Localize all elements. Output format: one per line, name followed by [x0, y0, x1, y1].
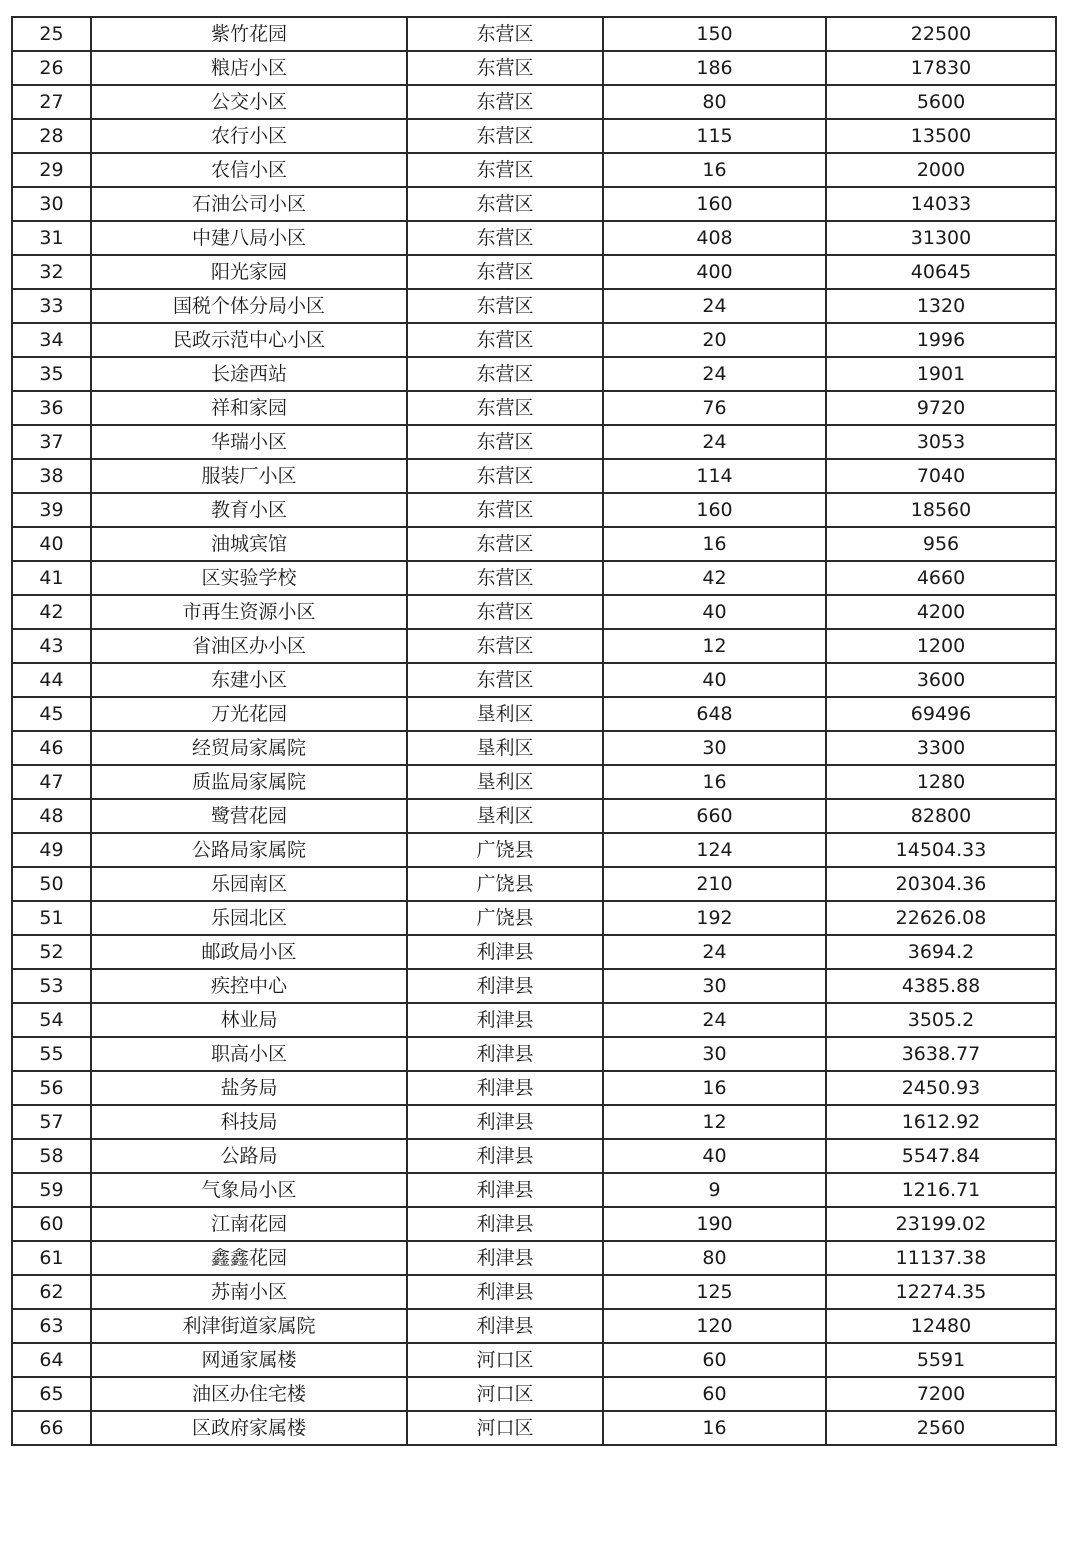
row-number-cell: 60: [12, 1207, 91, 1241]
households-cell: 60: [603, 1343, 826, 1377]
row-number-cell: 26: [12, 51, 91, 85]
households-cell: 40: [603, 663, 826, 697]
district-cell: 东营区: [407, 85, 603, 119]
table-row: [12, 187, 1056, 221]
table-row: [12, 459, 1056, 493]
table-row: [12, 1207, 1056, 1241]
row-number-cell: 38: [12, 459, 91, 493]
row-number-cell: 29: [12, 153, 91, 187]
households-cell: 24: [603, 289, 826, 323]
community-name-cell: 阳光家园: [91, 255, 407, 289]
district-cell: 垦利区: [407, 799, 603, 833]
district-cell: 东营区: [407, 255, 603, 289]
area-cell: 14033: [826, 187, 1056, 221]
row-number-cell: 31: [12, 221, 91, 255]
table-row: [12, 85, 1056, 119]
area-cell: 1612.92: [826, 1105, 1056, 1139]
households-cell: 76: [603, 391, 826, 425]
community-name-cell: 石油公司小区: [91, 187, 407, 221]
community-name-cell: 市再生资源小区: [91, 595, 407, 629]
households-cell: 24: [603, 935, 826, 969]
table-row: [12, 1309, 1056, 1343]
row-number-cell: 48: [12, 799, 91, 833]
households-cell: 40: [603, 1139, 826, 1173]
area-cell: 7200: [826, 1377, 1056, 1411]
table-row: [12, 799, 1056, 833]
households-cell: 40: [603, 595, 826, 629]
district-cell: 利津县: [407, 1241, 603, 1275]
table-row: [12, 391, 1056, 425]
row-number-cell: 50: [12, 867, 91, 901]
community-name-cell: 林业局: [91, 1003, 407, 1037]
row-number-cell: 62: [12, 1275, 91, 1309]
households-cell: 408: [603, 221, 826, 255]
households-cell: 192: [603, 901, 826, 935]
area-cell: 5600: [826, 85, 1056, 119]
area-cell: 17830: [826, 51, 1056, 85]
area-cell: 23199.02: [826, 1207, 1056, 1241]
community-name-cell: 盐务局: [91, 1071, 407, 1105]
district-cell: 东营区: [407, 153, 603, 187]
area-cell: 1901: [826, 357, 1056, 391]
community-name-cell: 公交小区: [91, 85, 407, 119]
community-name-cell: 农行小区: [91, 119, 407, 153]
district-cell: 利津县: [407, 1105, 603, 1139]
households-cell: 160: [603, 187, 826, 221]
table-row: [12, 731, 1056, 765]
community-name-cell: 长途西站: [91, 357, 407, 391]
row-number-cell: 39: [12, 493, 91, 527]
district-cell: 东营区: [407, 493, 603, 527]
district-cell: 垦利区: [407, 697, 603, 731]
households-cell: 16: [603, 1071, 826, 1105]
table-row: [12, 697, 1056, 731]
area-cell: 3600: [826, 663, 1056, 697]
community-name-cell: 鹭营花园: [91, 799, 407, 833]
households-cell: 24: [603, 1003, 826, 1037]
community-name-cell: 经贸局家属院: [91, 731, 407, 765]
district-cell: 东营区: [407, 357, 603, 391]
table-row: [12, 17, 1056, 51]
area-cell: 2450.93: [826, 1071, 1056, 1105]
table-row: [12, 1037, 1056, 1071]
community-name-cell: 江南花园: [91, 1207, 407, 1241]
households-cell: 660: [603, 799, 826, 833]
table-body: [12, 17, 1056, 1445]
households-cell: 30: [603, 1037, 826, 1071]
row-number-cell: 54: [12, 1003, 91, 1037]
district-cell: 利津县: [407, 1071, 603, 1105]
community-name-cell: 粮店小区: [91, 51, 407, 85]
district-cell: 东营区: [407, 595, 603, 629]
area-cell: 3638.77: [826, 1037, 1056, 1071]
district-cell: 广饶县: [407, 867, 603, 901]
row-number-cell: 46: [12, 731, 91, 765]
area-cell: 7040: [826, 459, 1056, 493]
row-number-cell: 42: [12, 595, 91, 629]
community-name-cell: 祥和家园: [91, 391, 407, 425]
area-cell: 9720: [826, 391, 1056, 425]
row-number-cell: 61: [12, 1241, 91, 1275]
district-cell: 东营区: [407, 187, 603, 221]
households-cell: 648: [603, 697, 826, 731]
community-name-cell: 万光花园: [91, 697, 407, 731]
row-number-cell: 64: [12, 1343, 91, 1377]
district-cell: 东营区: [407, 629, 603, 663]
area-cell: 22500: [826, 17, 1056, 51]
community-name-cell: 职高小区: [91, 1037, 407, 1071]
community-name-cell: 区政府家属楼: [91, 1411, 407, 1445]
district-cell: 利津县: [407, 1173, 603, 1207]
households-cell: 150: [603, 17, 826, 51]
community-name-cell: 华瑞小区: [91, 425, 407, 459]
community-name-cell: 邮政局小区: [91, 935, 407, 969]
households-cell: 16: [603, 1411, 826, 1445]
households-cell: 125: [603, 1275, 826, 1309]
district-cell: 东营区: [407, 561, 603, 595]
row-number-cell: 51: [12, 901, 91, 935]
row-number-cell: 56: [12, 1071, 91, 1105]
district-cell: 利津县: [407, 1207, 603, 1241]
table-row: [12, 221, 1056, 255]
table-row: [12, 1241, 1056, 1275]
community-name-cell: 乐园北区: [91, 901, 407, 935]
community-name-cell: 农信小区: [91, 153, 407, 187]
households-cell: 160: [603, 493, 826, 527]
district-cell: 广饶县: [407, 901, 603, 935]
area-cell: 4385.88: [826, 969, 1056, 1003]
area-cell: 3300: [826, 731, 1056, 765]
table-row: [12, 1139, 1056, 1173]
table-row: [12, 935, 1056, 969]
table-row: [12, 1275, 1056, 1309]
area-cell: 1216.71: [826, 1173, 1056, 1207]
area-cell: 1996: [826, 323, 1056, 357]
row-number-cell: 58: [12, 1139, 91, 1173]
district-cell: 东营区: [407, 119, 603, 153]
area-cell: 11137.38: [826, 1241, 1056, 1275]
table-row: [12, 119, 1056, 153]
households-cell: 120: [603, 1309, 826, 1343]
area-cell: 12274.35: [826, 1275, 1056, 1309]
district-cell: 广饶县: [407, 833, 603, 867]
row-number-cell: 34: [12, 323, 91, 357]
row-number-cell: 37: [12, 425, 91, 459]
table-row: [12, 289, 1056, 323]
row-number-cell: 57: [12, 1105, 91, 1139]
community-name-cell: 教育小区: [91, 493, 407, 527]
households-cell: 20: [603, 323, 826, 357]
table-row: [12, 901, 1056, 935]
district-cell: 东营区: [407, 221, 603, 255]
community-name-cell: 气象局小区: [91, 1173, 407, 1207]
area-cell: 2560: [826, 1411, 1056, 1445]
table-row: [12, 1343, 1056, 1377]
row-number-cell: 25: [12, 17, 91, 51]
row-number-cell: 43: [12, 629, 91, 663]
row-number-cell: 44: [12, 663, 91, 697]
table-row: [12, 153, 1056, 187]
table-row: [12, 425, 1056, 459]
district-cell: 河口区: [407, 1411, 603, 1445]
row-number-cell: 41: [12, 561, 91, 595]
row-number-cell: 49: [12, 833, 91, 867]
households-cell: 42: [603, 561, 826, 595]
area-cell: 4200: [826, 595, 1056, 629]
area-cell: 1320: [826, 289, 1056, 323]
area-cell: 31300: [826, 221, 1056, 255]
area-cell: 12480: [826, 1309, 1056, 1343]
district-cell: 利津县: [407, 1139, 603, 1173]
households-cell: 186: [603, 51, 826, 85]
table-row: [12, 561, 1056, 595]
table-row: [12, 867, 1056, 901]
row-number-cell: 35: [12, 357, 91, 391]
row-number-cell: 36: [12, 391, 91, 425]
area-cell: 3505.2: [826, 1003, 1056, 1037]
households-cell: 114: [603, 459, 826, 493]
area-cell: 3053: [826, 425, 1056, 459]
row-number-cell: 55: [12, 1037, 91, 1071]
district-cell: 垦利区: [407, 765, 603, 799]
area-cell: 5591: [826, 1343, 1056, 1377]
row-number-cell: 65: [12, 1377, 91, 1411]
community-name-cell: 公路局: [91, 1139, 407, 1173]
area-cell: 13500: [826, 119, 1056, 153]
households-cell: 9: [603, 1173, 826, 1207]
district-cell: 利津县: [407, 969, 603, 1003]
table-row: [12, 527, 1056, 561]
area-cell: 1280: [826, 765, 1056, 799]
community-name-cell: 乐园南区: [91, 867, 407, 901]
table-row: [12, 493, 1056, 527]
households-cell: 24: [603, 357, 826, 391]
table-row: [12, 765, 1056, 799]
district-cell: 利津县: [407, 1275, 603, 1309]
community-name-cell: 苏南小区: [91, 1275, 407, 1309]
row-number-cell: 28: [12, 119, 91, 153]
households-cell: 12: [603, 629, 826, 663]
community-name-cell: 国税个体分局小区: [91, 289, 407, 323]
district-cell: 东营区: [407, 323, 603, 357]
table-row: [12, 1411, 1056, 1445]
households-cell: 30: [603, 969, 826, 1003]
row-number-cell: 27: [12, 85, 91, 119]
community-name-cell: 紫竹花园: [91, 17, 407, 51]
district-cell: 河口区: [407, 1377, 603, 1411]
households-cell: 16: [603, 765, 826, 799]
area-cell: 69496: [826, 697, 1056, 731]
area-cell: 4660: [826, 561, 1056, 595]
community-name-cell: 鑫鑫花园: [91, 1241, 407, 1275]
households-cell: 16: [603, 527, 826, 561]
community-name-cell: 中建八局小区: [91, 221, 407, 255]
district-cell: 河口区: [407, 1343, 603, 1377]
community-name-cell: 东建小区: [91, 663, 407, 697]
table-row: [12, 51, 1056, 85]
community-name-cell: 利津街道家属院: [91, 1309, 407, 1343]
district-cell: 东营区: [407, 459, 603, 493]
community-name-cell: 油区办住宅楼: [91, 1377, 407, 1411]
table-row: [12, 255, 1056, 289]
row-number-cell: 52: [12, 935, 91, 969]
households-cell: 16: [603, 153, 826, 187]
district-cell: 东营区: [407, 289, 603, 323]
households-cell: 80: [603, 85, 826, 119]
row-number-cell: 47: [12, 765, 91, 799]
community-name-cell: 公路局家属院: [91, 833, 407, 867]
households-cell: 30: [603, 731, 826, 765]
district-cell: 垦利区: [407, 731, 603, 765]
households-cell: 80: [603, 1241, 826, 1275]
community-name-cell: 区实验学校: [91, 561, 407, 595]
area-cell: 1200: [826, 629, 1056, 663]
households-cell: 400: [603, 255, 826, 289]
area-cell: 20304.36: [826, 867, 1056, 901]
table-row: [12, 323, 1056, 357]
row-number-cell: 53: [12, 969, 91, 1003]
district-cell: 东营区: [407, 391, 603, 425]
row-number-cell: 32: [12, 255, 91, 289]
row-number-cell: 45: [12, 697, 91, 731]
community-name-cell: 民政示范中心小区: [91, 323, 407, 357]
district-cell: 东营区: [407, 17, 603, 51]
community-name-cell: 服装厂小区: [91, 459, 407, 493]
households-cell: 190: [603, 1207, 826, 1241]
row-number-cell: 59: [12, 1173, 91, 1207]
area-cell: 14504.33: [826, 833, 1056, 867]
district-cell: 利津县: [407, 1309, 603, 1343]
area-cell: 2000: [826, 153, 1056, 187]
table-row: [12, 833, 1056, 867]
table-row: [12, 595, 1056, 629]
households-cell: 115: [603, 119, 826, 153]
district-cell: 东营区: [407, 663, 603, 697]
table-row: [12, 1071, 1056, 1105]
district-cell: 利津县: [407, 935, 603, 969]
area-cell: 82800: [826, 799, 1056, 833]
row-number-cell: 66: [12, 1411, 91, 1445]
community-name-cell: 疾控中心: [91, 969, 407, 1003]
community-name-cell: 油城宾馆: [91, 527, 407, 561]
area-cell: 956: [826, 527, 1056, 561]
row-number-cell: 33: [12, 289, 91, 323]
table-row: [12, 1003, 1056, 1037]
community-table: [11, 16, 1057, 1446]
area-cell: 40645: [826, 255, 1056, 289]
area-cell: 5547.84: [826, 1139, 1056, 1173]
table-row: [12, 663, 1056, 697]
table-row: [12, 357, 1056, 391]
community-name-cell: 网通家属楼: [91, 1343, 407, 1377]
households-cell: 124: [603, 833, 826, 867]
households-cell: 210: [603, 867, 826, 901]
community-name-cell: 省油区办小区: [91, 629, 407, 663]
table-row: [12, 1105, 1056, 1139]
area-cell: 18560: [826, 493, 1056, 527]
table-row: [12, 969, 1056, 1003]
community-name-cell: 科技局: [91, 1105, 407, 1139]
households-cell: 12: [603, 1105, 826, 1139]
table-row: [12, 629, 1056, 663]
area-cell: 22626.08: [826, 901, 1056, 935]
households-cell: 60: [603, 1377, 826, 1411]
district-cell: 东营区: [407, 527, 603, 561]
community-name-cell: 质监局家属院: [91, 765, 407, 799]
table-row: [12, 1173, 1056, 1207]
district-cell: 东营区: [407, 51, 603, 85]
district-cell: 利津县: [407, 1003, 603, 1037]
table-row: [12, 1377, 1056, 1411]
households-cell: 24: [603, 425, 826, 459]
district-cell: 利津县: [407, 1037, 603, 1071]
row-number-cell: 30: [12, 187, 91, 221]
row-number-cell: 40: [12, 527, 91, 561]
district-cell: 东营区: [407, 425, 603, 459]
area-cell: 3694.2: [826, 935, 1056, 969]
row-number-cell: 63: [12, 1309, 91, 1343]
